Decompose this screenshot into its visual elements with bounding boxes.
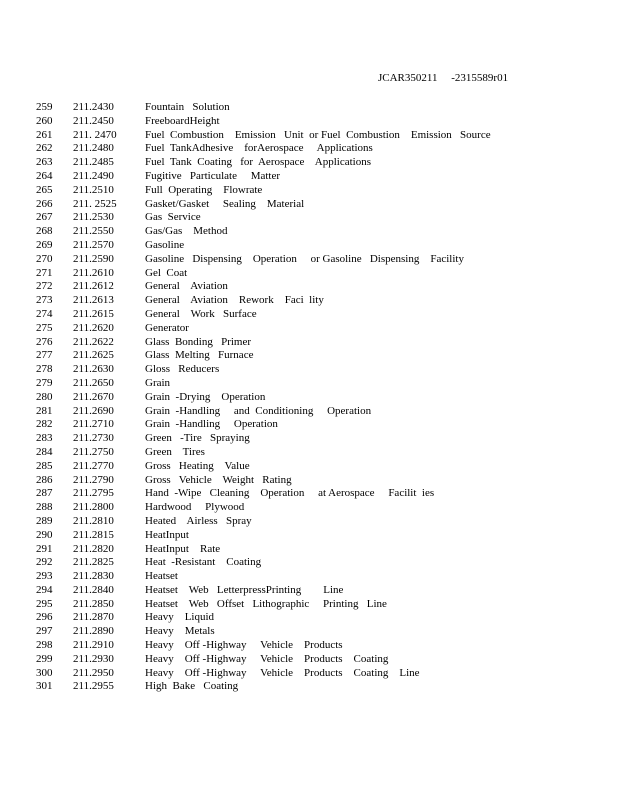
section-number: 211.2750 xyxy=(73,445,114,458)
section-number: 211.2850 xyxy=(73,597,114,610)
defined-term: Green Tires xyxy=(145,445,205,458)
section-number: 211.2810 xyxy=(73,514,114,527)
section-number: 211.2790 xyxy=(73,473,114,486)
row-number: 275 xyxy=(36,321,53,334)
defined-term: Grain -Handling Operation xyxy=(145,418,278,431)
defined-term: Full Operating Flowrate xyxy=(145,183,263,196)
row-number: 301 xyxy=(36,680,53,693)
section-number: 211.2480 xyxy=(73,142,114,155)
defined-term: Grain -Handling and Conditioning Operation xyxy=(145,404,372,417)
defined-term: Gas/Gas Method xyxy=(145,225,228,238)
row-number: 277 xyxy=(36,349,53,362)
section-number: 211.2690 xyxy=(73,404,114,417)
defined-term: High Bake Coating xyxy=(145,680,239,693)
defined-term: Heavy Off -Highway Vehicle Products xyxy=(145,639,343,652)
defined-term: Heat -Resistant Coating xyxy=(145,556,262,569)
row-number: 265 xyxy=(36,183,53,196)
defined-term: General Aviation Rework Faci lity xyxy=(145,294,324,307)
defined-term: Heavy Metals xyxy=(145,625,215,638)
row-number: 268 xyxy=(36,225,53,238)
row-number: 260 xyxy=(36,114,53,127)
section-number: 211.2730 xyxy=(73,432,114,445)
section-number: 211.2840 xyxy=(73,583,114,596)
defined-term: Fuel TankAdhesive forAerospace Applications xyxy=(145,142,373,155)
section-number: 211.2795 xyxy=(73,487,114,500)
section-number: 211.2450 xyxy=(73,114,114,127)
defined-term: Glass Melting Furnace xyxy=(145,349,254,362)
row-number: 292 xyxy=(36,556,53,569)
row-number: 283 xyxy=(36,432,53,445)
section-number: 211.2615 xyxy=(73,307,114,320)
section-number: 211.2950 xyxy=(73,666,114,679)
row-number: 267 xyxy=(36,211,53,224)
defined-term: Gasket/Gasket Sealing Material xyxy=(145,197,305,210)
defined-term: Gasoline xyxy=(145,238,185,251)
row-number: 291 xyxy=(36,542,53,555)
row-number: 297 xyxy=(36,625,53,638)
row-number: 285 xyxy=(36,459,53,472)
defined-term: HeatInput Rate xyxy=(145,542,221,555)
defined-term: HeatInput xyxy=(145,528,189,541)
defined-term: Heatset Web LetterpressPrinting Line xyxy=(145,583,344,596)
row-number: 259 xyxy=(36,101,53,113)
header-doc-id: -2315589r01 xyxy=(451,72,509,84)
defined-term: Gross Heating Value xyxy=(145,459,250,472)
defined-term: Fuel Tank Coating for Aerospace Applications xyxy=(145,156,372,169)
row-number: 294 xyxy=(36,583,53,596)
row-number: 280 xyxy=(36,390,53,403)
row-number: 284 xyxy=(36,445,53,458)
header-code: JCAR350211 xyxy=(378,72,438,84)
defined-term: Fountain Solution xyxy=(145,101,230,113)
defined-term: Green -Tire Spraying xyxy=(145,432,250,445)
row-number: 272 xyxy=(36,280,53,293)
section-number: 211.2625 xyxy=(73,349,114,362)
section-number: 211.2670 xyxy=(73,390,114,403)
section-number: 211.2800 xyxy=(73,501,114,514)
row-number: 299 xyxy=(36,652,53,665)
section-number: 211.2955 xyxy=(73,680,114,693)
section-number: 211.2613 xyxy=(73,294,114,307)
section-number: 211.2590 xyxy=(73,252,114,265)
defined-term: General Work Surface xyxy=(145,307,257,320)
row-number: 286 xyxy=(36,473,53,486)
defined-term: Gross Vehicle Weight Rating xyxy=(145,473,292,486)
row-number: 270 xyxy=(36,252,53,265)
section-number: 211.2622 xyxy=(73,335,114,348)
row-number: 269 xyxy=(36,238,53,251)
section-number: 211. 2470 xyxy=(73,128,117,141)
row-number: 279 xyxy=(36,376,53,389)
section-number: 211.2510 xyxy=(73,183,114,196)
defined-term: Grain xyxy=(145,376,171,389)
section-number: 211.2620 xyxy=(73,321,114,334)
row-number: 266 xyxy=(36,197,53,210)
section-number: 211.2612 xyxy=(73,280,114,293)
section-number: 211.2870 xyxy=(73,611,114,624)
row-number: 273 xyxy=(36,294,53,307)
row-number: 263 xyxy=(36,156,53,169)
defined-term: Heavy Liquid xyxy=(145,611,215,624)
section-number: 211.2650 xyxy=(73,376,114,389)
section-number: 211.2930 xyxy=(73,652,114,665)
defined-term: General Aviation xyxy=(145,280,228,293)
row-number: 278 xyxy=(36,363,53,376)
defined-term: Glass Bonding Primer xyxy=(145,335,252,348)
defined-term: Fuel Combustion Emission Unit or Fuel Combustion Emission Source xyxy=(145,128,491,141)
section-number: 211.2710 xyxy=(73,418,114,431)
row-number: 276 xyxy=(36,335,53,348)
defined-term: Hand -Wipe Cleaning Operation at Aerospace Facilit ies xyxy=(145,487,435,500)
section-number: 211.2570 xyxy=(73,238,114,251)
row-number: 271 xyxy=(36,266,53,279)
defined-term: Heavy Off -Highway Vehicle Products Coating Line xyxy=(145,666,420,679)
row-number: 261 xyxy=(36,128,53,141)
page-header xyxy=(378,72,508,84)
defined-term: Grain -Drying Operation xyxy=(145,390,266,403)
defined-term: Heatset Web Offset Lithographic Printing Line xyxy=(145,597,387,610)
row-number: 296 xyxy=(36,611,53,624)
section-number: 211.2630 xyxy=(73,363,114,376)
defined-term: Gasoline Dispensing Operation or Gasoline Dispensing Facility xyxy=(145,252,464,265)
row-number: 295 xyxy=(36,597,53,610)
row-number: 281 xyxy=(36,404,53,417)
row-number: 300 xyxy=(36,666,53,679)
section-number: 211.2530 xyxy=(73,211,114,224)
row-number: 262 xyxy=(36,142,53,155)
section-number: 211. 2525 xyxy=(73,197,117,210)
defined-term: Heatset xyxy=(145,570,178,583)
section-number: 211.2890 xyxy=(73,625,114,638)
section-number: 211.2820 xyxy=(73,542,114,555)
row-number: 290 xyxy=(36,528,53,541)
defined-term: Generator xyxy=(145,321,189,334)
row-number: 288 xyxy=(36,501,53,514)
row-number: 264 xyxy=(36,169,53,182)
defined-term: Gloss Reducers xyxy=(145,363,220,376)
defined-term: FreeboardHeight xyxy=(145,114,220,127)
section-number: 211.2550 xyxy=(73,225,114,238)
row-number: 282 xyxy=(36,418,53,431)
defined-term: Fugitive Particulate Matter xyxy=(145,169,281,182)
section-number: 211.2485 xyxy=(73,156,114,169)
section-number: 211.2610 xyxy=(73,266,114,279)
defined-term: Heated Airless Spray xyxy=(145,514,252,527)
row-number: 293 xyxy=(36,570,53,583)
section-number: 211.2825 xyxy=(73,556,114,569)
defined-term: Gas Service xyxy=(145,211,201,224)
section-number: 211.2910 xyxy=(73,639,114,652)
row-number: 287 xyxy=(36,487,53,500)
section-number: 211.2490 xyxy=(73,169,114,182)
defined-term: Gel Coat xyxy=(145,266,188,279)
section-number: 211.2770 xyxy=(73,459,114,472)
row-number: 274 xyxy=(36,307,53,320)
row-number: 289 xyxy=(36,514,53,527)
section-number: 211.2430 xyxy=(73,101,114,113)
row-number: 298 xyxy=(36,639,53,652)
section-number: 211.2815 xyxy=(73,528,114,541)
defined-term: Heavy Off -Highway Vehicle Products Coating xyxy=(145,652,389,665)
section-number: 211.2830 xyxy=(73,570,114,583)
defined-term: Hardwood Plywood xyxy=(145,501,245,514)
